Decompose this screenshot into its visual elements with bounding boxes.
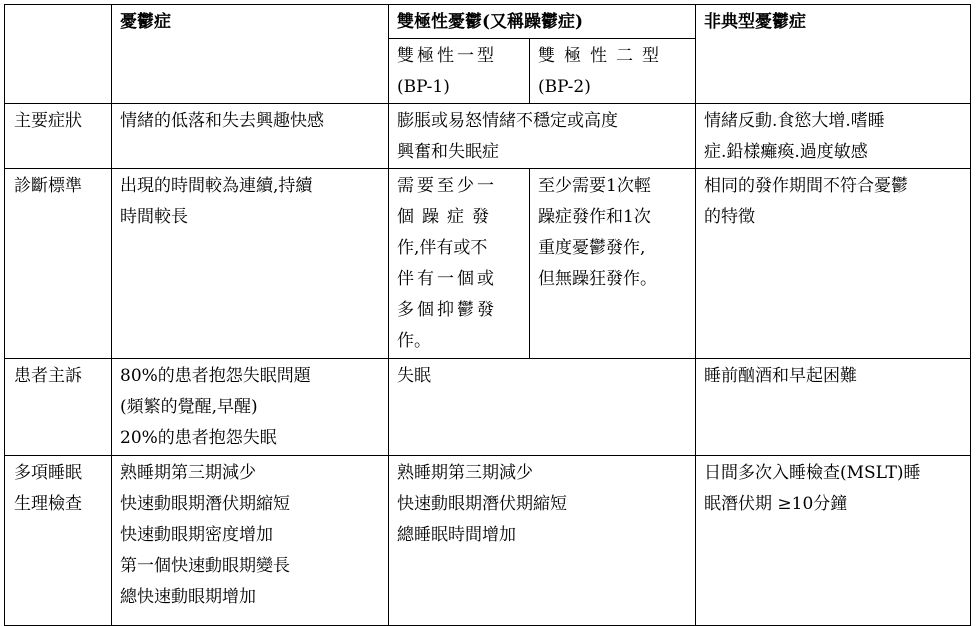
header-bp2-line: (BP-2) [538,77,591,97]
cell-depression-symptoms: 情緒的低落和失去興趣快感 [112,104,389,169]
header-bp2 [530,39,696,104]
cell-line: 症.鉛樣癱瘓.過度敏感 [704,142,868,162]
comparison-table [4,4,971,626]
cell-line: 興奮和失眠症 [397,142,499,162]
header-row [5,5,971,39]
cell-line: 但無躁狂發作。 [538,269,657,289]
table-row [5,359,971,456]
header-bipolar: 雙極性憂鬱(又稱躁鬱症) [389,5,696,39]
cell-line: 熟睡期第三期減少 [397,463,533,483]
header-bp2-line: 雙極性二型 [538,46,668,66]
cell-bipolar-psg [389,456,696,626]
cell-depression-psg [112,456,389,626]
cell-bp2-criteria [530,169,696,359]
row-label-symptoms: 主要症狀 [5,104,112,169]
cell-line: 膨脹或易怒情緒不穩定或高度 [397,111,618,131]
cell-line: 80%的患者抱怨失眠問題 [120,366,311,386]
cell-bipolar-complaints: 失眠 [389,359,696,456]
cell-line: 個躁症發 [397,207,497,227]
cell-line: 生理檢查 [14,494,82,514]
row-label-criteria: 診斷標準 [5,169,112,359]
table-row [5,104,971,169]
cell-bp1-criteria [389,169,530,359]
header-bp1-line: 雙極性一型 [397,46,497,66]
cell-line: (頻繁的覺醒,早醒) [120,397,258,417]
cell-line: 多項睡眠 [14,463,82,483]
cell-line: 第一個快速動眼期變長 [120,556,290,576]
cell-line: 的特徵 [704,207,755,227]
cell-line: 眠潛伏期 ≥10分鐘 [704,494,848,514]
cell-line: 至少需要1次輕 [538,176,651,196]
table-row [5,456,971,626]
cell-line: 伴有一個或 [397,269,497,289]
cell-line: 快速動眼期潛伏期縮短 [120,494,290,514]
cell-line: 日間多次入睡檢查(MSLT)睡 [704,463,921,483]
cell-line: 需要至少一 [397,176,497,196]
cell-line: 快速動眼期潛伏期縮短 [397,494,567,514]
cell-depression-criteria [112,169,389,359]
row-label-psg [5,456,112,626]
cell-line: 作,伴有或不 [397,238,488,258]
cell-atypical-criteria [696,169,971,359]
cell-line: 多個抑鬱發 [397,300,497,320]
cell-line: 總快速動眼期增加 [120,587,256,607]
header-bp1 [389,39,530,104]
cell-line: 作。 [397,331,431,351]
header-depression: 憂鬱症 [112,5,389,104]
cell-line: 快速動眼期密度增加 [120,525,273,545]
table-row [5,169,971,359]
cell-line: 情緒反動.食慾大增.嗜睡 [704,111,885,131]
cell-line: 總睡眠時間增加 [397,525,516,545]
cell-depression-complaints [112,359,389,456]
cell-line: 時間較長 [120,207,188,227]
cell-line: 重度憂鬱發作, [538,238,646,258]
header-atypical: 非典型憂鬱症 [696,5,971,104]
cell-line: 躁症發作和1次 [538,207,651,227]
cell-bipolar-symptoms [389,104,696,169]
row-label-complaints: 患者主訴 [5,359,112,456]
cell-atypical-symptoms [696,104,971,169]
cell-atypical-psg [696,456,971,626]
cell-line: 熟睡期第三期減少 [120,463,256,483]
header-bp1-line: (BP-1) [397,77,450,97]
cell-atypical-complaints: 睡前酗酒和早起困難 [696,359,971,456]
cell-line: 相同的發作期間不符合憂鬱 [704,176,908,196]
cell-line: 20%的患者抱怨失眠 [120,428,277,448]
cell-line: 出現的時間較為連續,持續 [120,176,313,196]
corner-cell [5,5,112,104]
